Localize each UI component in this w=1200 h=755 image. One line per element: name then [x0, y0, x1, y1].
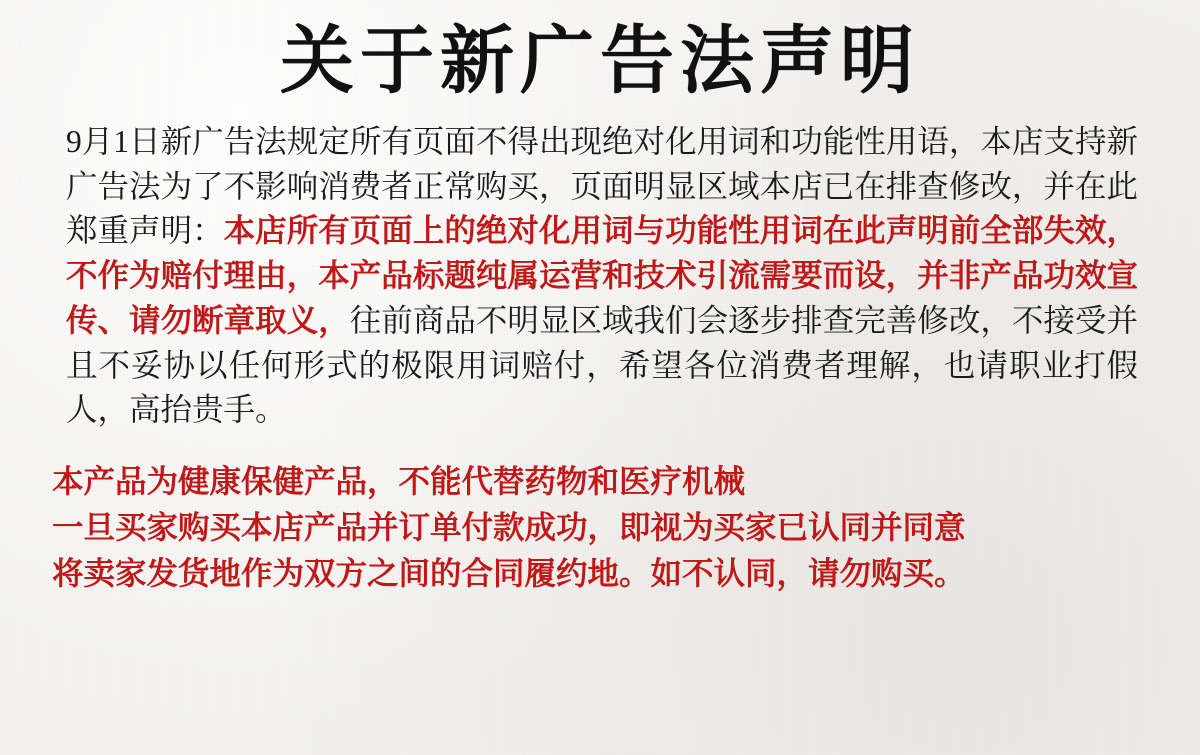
paragraph-lead-text: 9月1日新广告法规定所有页面不得出现绝对化用词和功能性用语，本店支持新广告法为了不影响消费者正常购买，页面明显区域本店已在排查修改，并在此郑重声明： [66, 124, 1138, 249]
warning-line-1: 本产品为健康保健产品，不能代替药物和医疗机械 [52, 464, 746, 500]
warning-line-3: 将卖家发货地作为双方之间的合同履约地。如不认同，请勿购买。 [52, 556, 966, 591]
paragraph-emphasis-text: 本店所有页面上的绝对化用词与功能性用词在此声明前全部失效，不作为赔付理由，本产品标题纯属运营和技术引流需要而设，并非产品功效宣传、请勿断章取义， [66, 213, 1138, 338]
warning-line-2: 一旦买家购买本店产品并订单付款成功，即视为买家已认同并同意 [52, 510, 966, 546]
paragraph-tail-text: 往前商品不明显区域我们会逐步排查完善修改，不接受并且不妥协以任何形式的极限用词赔付，希望各位消费者理解，也请职业打假人，高抬贵手。 [66, 302, 1138, 428]
declaration-paragraph [52, 120, 1148, 433]
warning-block [52, 459, 1148, 597]
page-title: 关于新广告法声明 [280, 18, 920, 104]
